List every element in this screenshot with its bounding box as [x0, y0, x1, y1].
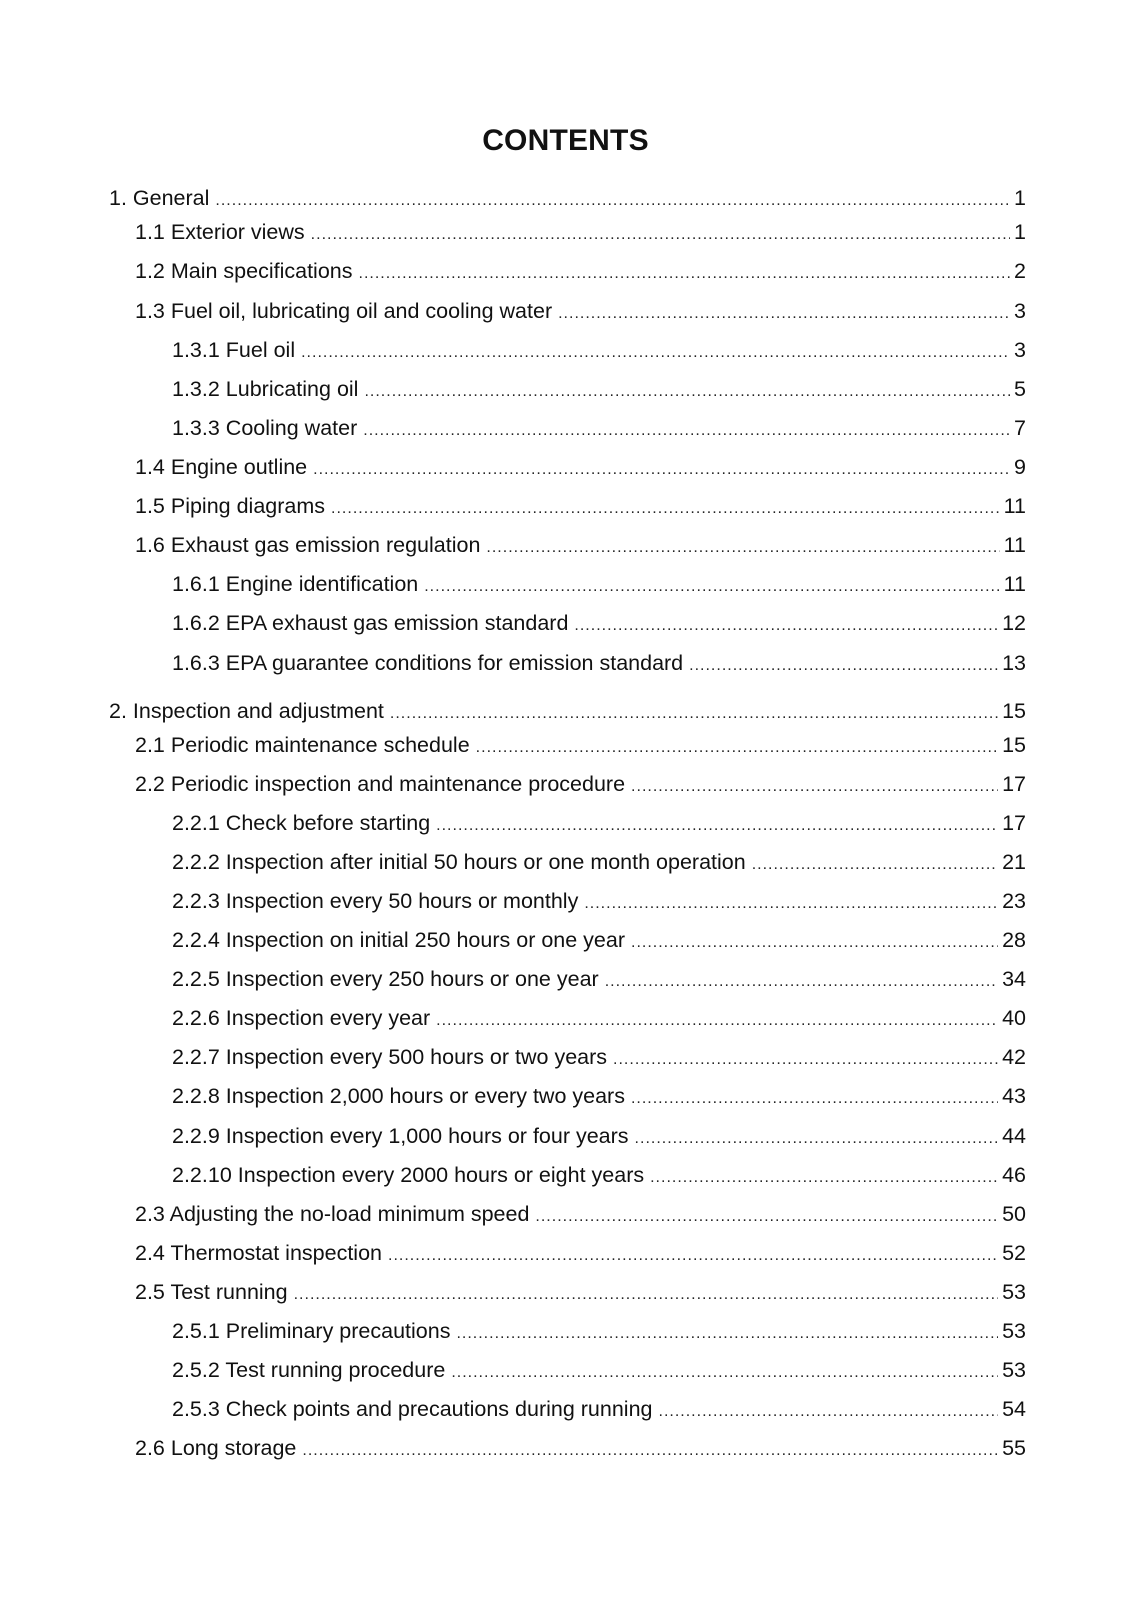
dot-leader — [558, 299, 1010, 329]
toc-page-number: 17 — [1002, 772, 1026, 796]
toc-entry-text: 1.1 Exterior views — [135, 220, 305, 244]
toc-entry[interactable] — [172, 1394, 1026, 1424]
toc-entry[interactable] — [172, 1316, 1026, 1346]
toc-entry[interactable] — [135, 730, 1026, 760]
toc-entry-text: 2.5.2 Test running procedure — [172, 1358, 446, 1382]
toc-entry-text: 1.6 Exhaust gas emission regulation — [135, 533, 481, 557]
toc-entry-text: 1. General — [109, 186, 210, 210]
toc-entry[interactable] — [172, 569, 1026, 599]
dot-leader — [476, 733, 998, 763]
dot-leader — [363, 416, 1010, 446]
dot-leader — [456, 1319, 998, 1349]
toc-entry-text: 1.2 Main specifications — [135, 259, 353, 283]
toc-page-number: 1 — [1014, 186, 1026, 210]
toc-page-number: 55 — [1002, 1436, 1026, 1460]
dot-leader — [631, 772, 998, 802]
toc-entry-text: 2.4 Thermostat inspection — [135, 1241, 382, 1265]
dot-leader — [215, 186, 1010, 216]
toc-page-number: 15 — [1002, 699, 1026, 723]
toc-entry[interactable] — [172, 808, 1026, 838]
dot-leader — [752, 850, 998, 880]
toc-entry[interactable] — [172, 964, 1026, 994]
dot-leader — [574, 611, 998, 641]
toc-entry[interactable] — [172, 413, 1026, 443]
toc-entry-text: 1.6.1 Engine identification — [172, 572, 419, 596]
toc-page-number: 34 — [1002, 967, 1026, 991]
dot-leader — [631, 928, 998, 958]
toc-page-number: 46 — [1002, 1163, 1026, 1187]
toc-page-number: 9 — [1014, 455, 1026, 479]
dot-leader — [359, 259, 1011, 289]
toc-entry[interactable] — [135, 217, 1026, 247]
toc-entry[interactable] — [172, 335, 1026, 365]
dot-leader — [436, 1006, 998, 1036]
toc-entry[interactable] — [109, 183, 1026, 213]
toc-entry[interactable] — [172, 847, 1026, 877]
toc-entry-text: 1.4 Engine outline — [135, 455, 308, 479]
toc-entry[interactable] — [172, 1355, 1026, 1385]
dot-leader — [451, 1358, 998, 1388]
toc-page-number: 15 — [1002, 733, 1026, 757]
toc-entry[interactable] — [135, 1433, 1026, 1463]
toc-page-number: 2 — [1014, 259, 1026, 283]
toc-page-number: 43 — [1002, 1084, 1026, 1108]
toc-page-number: 11 — [1003, 494, 1026, 518]
dot-leader — [301, 338, 1010, 368]
toc-entry-text: 2.2.9 Inspection every 1,000 hours or four years — [172, 1124, 629, 1148]
toc-entry[interactable] — [135, 491, 1026, 521]
toc-entry-text: 2.2.4 Inspection on initial 250 hours or one year — [172, 928, 625, 952]
toc-entry-text: 1.3 Fuel oil, lubricating oil and cooling water — [135, 299, 553, 323]
dot-leader — [424, 572, 999, 602]
toc-page-number: 7 — [1014, 416, 1026, 440]
toc-page-number: 42 — [1002, 1045, 1026, 1069]
toc-page-number: 12 — [1002, 611, 1026, 635]
dot-leader — [650, 1163, 998, 1193]
toc-entry[interactable] — [135, 256, 1026, 286]
dot-leader — [605, 967, 998, 997]
dot-leader — [294, 1280, 998, 1310]
toc-entry[interactable] — [135, 769, 1026, 799]
dot-leader — [390, 699, 998, 729]
dot-leader — [535, 1202, 998, 1232]
toc-entry[interactable] — [135, 296, 1026, 326]
toc-entry-text: 2.2.3 Inspection every 50 hours or monthly — [172, 889, 579, 913]
dot-leader — [689, 651, 998, 681]
toc-entry-text: 2.5 Test running — [135, 1280, 288, 1304]
toc-page-number: 28 — [1002, 928, 1026, 952]
dot-leader — [584, 889, 998, 919]
toc-entry[interactable] — [172, 1042, 1026, 1072]
toc-entry[interactable] — [172, 1121, 1026, 1151]
toc-page-number: 1 — [1014, 220, 1026, 244]
toc-entry-text: 1.6.2 EPA exhaust gas emission standard — [172, 611, 569, 635]
dot-leader — [635, 1124, 999, 1154]
dot-leader — [313, 455, 1010, 485]
toc-entry-text: 2.5.3 Check points and precautions during running — [172, 1397, 653, 1421]
toc-entry-text: 1.3.1 Fuel oil — [172, 338, 296, 362]
toc-entry[interactable] — [172, 925, 1026, 955]
toc-entry[interactable] — [109, 696, 1026, 726]
toc-entry[interactable] — [135, 1238, 1026, 1268]
toc-page-number: 5 — [1014, 377, 1026, 401]
dot-leader — [331, 494, 1000, 524]
toc-entry-text: 2. Inspection and adjustment — [109, 699, 384, 723]
toc-entry-text: 2.2.8 Inspection 2,000 hours or every two years — [172, 1084, 625, 1108]
toc-entry-text: 2.5.1 Preliminary precautions — [172, 1319, 451, 1343]
toc-page-number: 13 — [1002, 651, 1026, 675]
toc-entry[interactable] — [172, 1003, 1026, 1033]
dot-leader — [613, 1045, 998, 1075]
toc-entry-text: 2.2.2 Inspection after initial 50 hours or one month operation — [172, 850, 746, 874]
toc-entry-text: 2.2.7 Inspection every 500 hours or two years — [172, 1045, 608, 1069]
toc-entry-text: 2.2.5 Inspection every 250 hours or one year — [172, 967, 599, 991]
toc-page-number: 53 — [1002, 1280, 1026, 1304]
toc-entry-text: 1.3.3 Cooling water — [172, 416, 358, 440]
page-title: CONTENTS — [482, 124, 649, 157]
toc-page-number: 50 — [1002, 1202, 1026, 1226]
toc-entry[interactable] — [172, 1160, 1026, 1190]
toc-entry-text: 1.5 Piping diagrams — [135, 494, 326, 518]
toc-entry-text: 2.2.6 Inspection every year — [172, 1006, 431, 1030]
toc-page-number: 52 — [1002, 1241, 1026, 1265]
toc-entry-text: 2.6 Long storage — [135, 1436, 297, 1460]
dot-leader — [486, 533, 999, 563]
toc-entry[interactable] — [172, 648, 1026, 678]
toc-entry[interactable] — [135, 1277, 1026, 1307]
toc-entry-text: 2.1 Periodic maintenance schedule — [135, 733, 470, 757]
dot-leader — [388, 1241, 998, 1271]
toc-page-number: 17 — [1002, 811, 1026, 835]
toc-page-number: 54 — [1002, 1397, 1026, 1421]
dot-leader — [659, 1397, 999, 1427]
toc-page-number: 53 — [1002, 1358, 1026, 1382]
dot-leader — [436, 811, 998, 841]
toc-entry[interactable] — [172, 886, 1026, 916]
toc-entry-text: 1.3.2 Lubricating oil — [172, 377, 359, 401]
toc-entry[interactable] — [172, 608, 1026, 638]
dot-leader — [311, 220, 1010, 250]
toc-entry[interactable] — [172, 374, 1026, 404]
dot-leader — [364, 377, 1010, 407]
toc-page-number: 21 — [1002, 850, 1026, 874]
toc-page-number: 11 — [1003, 572, 1026, 596]
toc-page-number: 3 — [1014, 338, 1026, 362]
toc-entry-text: 2.3 Adjusting the no-load minimum speed — [135, 1202, 530, 1226]
toc-page-number: 44 — [1002, 1124, 1026, 1148]
toc-entry-text: 2.2 Periodic inspection and maintenance procedure — [135, 772, 626, 796]
toc-page-number: 53 — [1002, 1319, 1026, 1343]
toc-entry[interactable] — [135, 1199, 1026, 1229]
dot-leader — [302, 1436, 998, 1466]
dot-leader — [631, 1084, 998, 1114]
toc-page-number: 23 — [1002, 889, 1026, 913]
toc-page-number: 3 — [1014, 299, 1026, 323]
toc-entry[interactable] — [172, 1081, 1026, 1111]
toc-entry[interactable] — [135, 452, 1026, 482]
toc-page-number: 40 — [1002, 1006, 1026, 1030]
toc-page-number: 11 — [1003, 533, 1026, 557]
toc-entry-text: 1.6.3 EPA guarantee conditions for emission standard — [172, 651, 684, 675]
toc-entry-text: 2.2.10 Inspection every 2000 hours or eight years — [172, 1163, 645, 1187]
toc-entry[interactable] — [135, 530, 1026, 560]
toc-entry-text: 2.2.1 Check before starting — [172, 811, 431, 835]
